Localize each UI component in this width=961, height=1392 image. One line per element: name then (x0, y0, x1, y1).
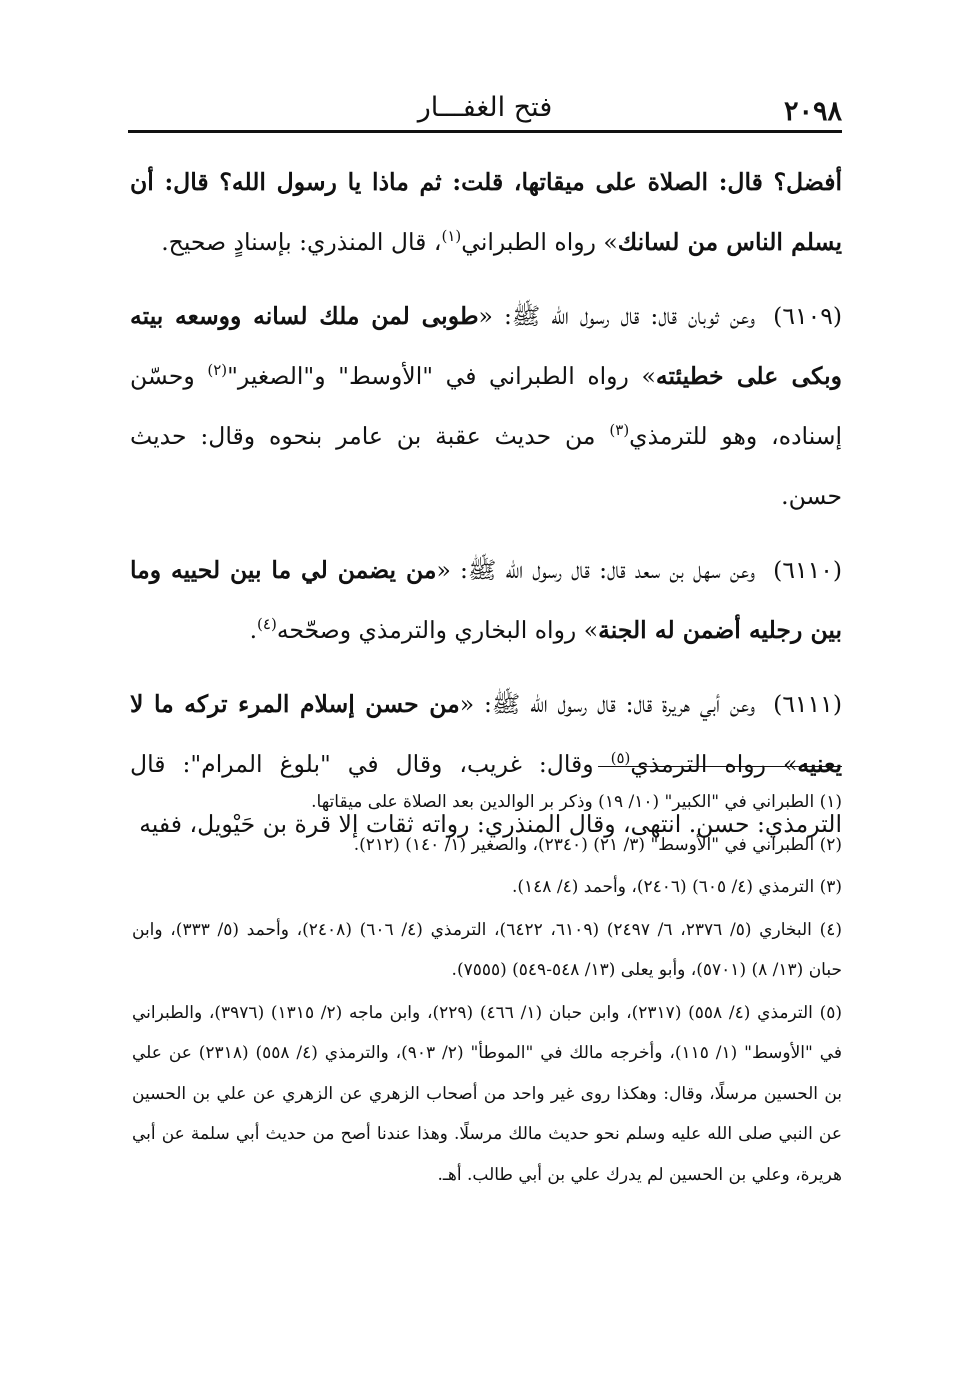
footnote-2: (٢) الطبراني في "الأوسط" (٣/ ٢١) (٢٣٤٠)، والصغير (١/ ١٤٠) (٢١٢). (353, 834, 842, 855)
footnote-4: (٤) البخاري (٥/ ٢٣٧٦، ٦/ ٢٤٩٧) (٦١٠٩، ٦٤٢٢)، الترمذي (٤/ ٦٠٦) (٢٤٠٨)، وأحمد (٥/ ٣٣٣)، وابن حبان (١٣/ ٨) (٥٧٠١)، وأبو يعلى (١٣/ ٥٤٨-٥٤٩) (٧٥٥٥). (132, 919, 842, 980)
hadith-text: طوبى لمن ملك لسانه ووسعه بيته وبكى على خطيئته (130, 302, 842, 390)
paragraph-text: » رواه الطبراني في "الأوسط" و"الصغير" (227, 362, 656, 390)
hadith-text: من يضمن لي ما بين لحييه وما بين رجليه أضمن له الجنة (130, 556, 842, 644)
paragraph-text: . (249, 616, 258, 644)
paragraph-text: » رواه الترمذي (630, 750, 798, 778)
footnote-ref-2[interactable]: (٢) (207, 361, 228, 380)
hadith-number: (٦١١١) (773, 690, 842, 718)
hadith-6109 (130, 286, 842, 526)
hadith-text: من حسن إسلام المرء تركه ما لا يعنيه (130, 690, 842, 778)
book-title: فتح الغفـــار (417, 92, 553, 123)
header-rule (128, 130, 842, 133)
running-header (128, 92, 842, 132)
footnote-1: (١) الطبراني في "الكبير" (١٠/ ١٩) وذكر بر الوالدين بعد الصلاة على ميقاتها. (311, 792, 842, 812)
paragraph-text: » رواه البخاري والترمذي وصحّحه (276, 616, 599, 644)
footnote-separator (598, 766, 842, 767)
footnote-5: (٥) الترمذي (٤/ ٥٥٨) (٢٣١٧)، وابن حبان (١/ ٤٦٦) (٢٢٩)، وابن ماجه (٢/ ١٣١٥) (٣٩٧٦)، والطبراني في "الأوسط" (١/ ١١٥)، وأخرجه مالك في "الموطأ" (٢/ ٩٠٣)، والترمذي (٤/ ٥٥٨) (٢٣١٨) عن علي بن الحسين مرسلًا، وقال: وهكذا روى غير واحد من أصحاب الزهري عن الزهري عن علي بن الحسين عن النبي صلى الله عليه وسلم نحو حديث مالك مرسلًا. وهذا عندنا أصح من حديث أبي سلمة عن أبي هريرة، وعلي بن الحسين لم يدرك علي بن أبي طالب. أهـ. (132, 1002, 843, 1185)
paragraph-text: » رواه الطبراني (461, 228, 618, 256)
paragraph-text: وحسّن إسناده، وهو للترمذي (130, 362, 842, 450)
page-number: ٢٠٩٨ (783, 96, 842, 127)
main-text (130, 152, 842, 868)
footnotes (132, 782, 842, 1197)
footnote-ref-1[interactable]: (١) (441, 227, 462, 246)
hadith-number: (٦١٠٩) (773, 302, 842, 330)
hadith-intro: وعن أبي هريرة قال: قال رسول الله ﷺ: « (459, 690, 756, 718)
hadith-text: أفضل؟ قال: الصلاة على ميقاتها، قلت: ثم ماذا يا رسول الله؟ قال: أن يسلم الناس من لسانك (130, 168, 842, 256)
hadith-6110 (130, 540, 842, 660)
paragraph-text: من حديث عقبة بن عامر بنحوه وقال: حديث حسن. (130, 422, 842, 510)
footnote-ref-3[interactable]: (٣) (609, 421, 630, 440)
hadith-intro: وعن ثوبان قال: قال رسول الله ﷺ: « (478, 302, 756, 330)
paragraph-text: ، قال المنذري: بإسنادٍ صحيح. (161, 228, 442, 256)
paragraph-text: وقال: غريب، وقال في "بلوغ المرام": قال الترمذي: حسن. انتهى، وقال المنذري: رواته ثقات إلا قرة بن حَيْويل، ففيه (130, 750, 842, 838)
paragraph-continuation (130, 152, 842, 272)
footnote-ref-5[interactable]: (٥) (610, 749, 631, 768)
hadith-number: (٦١١٠) (773, 556, 842, 584)
footnote-3: (٣) الترمذي (٤/ ٦٠٥) (٢٤٠٦)، وأحمد (٤/ ١٤٨). (512, 877, 842, 897)
footnote-ref-4[interactable]: (٤) (257, 615, 277, 634)
hadith-intro: وعن سهل بن سعد قال: قال رسول الله ﷺ: « (436, 556, 756, 584)
